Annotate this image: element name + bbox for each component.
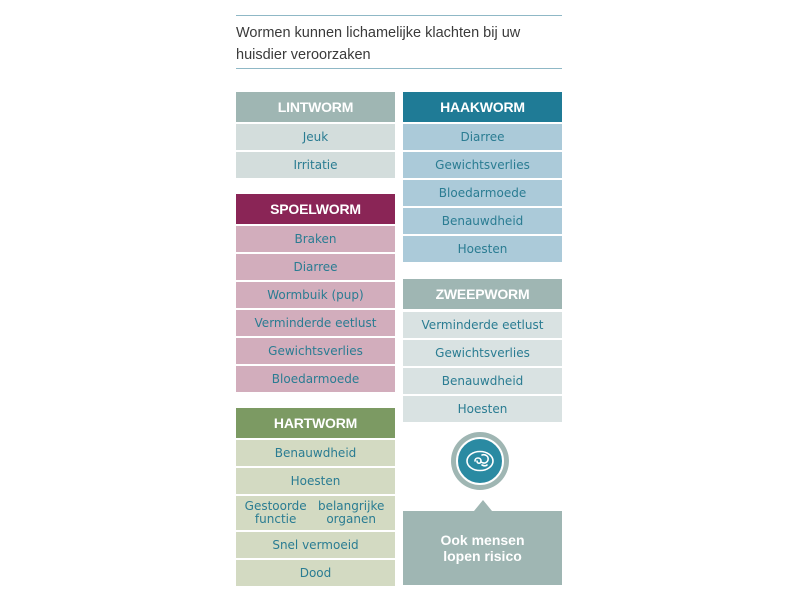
top-rule [236,15,562,16]
lintworm-group [236,92,395,180]
haakworm-item: Diarree [403,124,562,150]
hartworm-item: Gestoorde functie belangrijke organen [236,496,395,530]
hartworm-group [236,408,395,588]
haakworm-item: Benauwdheid [403,208,562,234]
haakworm-group [403,92,562,264]
title-rule [236,68,562,69]
lintworm-header: LINTWORM [236,92,395,122]
page-title: Wormen kunnen lichamelijke klachten bij uw huisdier veroorzaken [236,25,521,63]
spoelworm-header: SPOELWORM [236,194,395,224]
spoelworm-group [236,194,395,394]
zweepworm-item: Verminderde eetlust [403,312,562,338]
haakworm-item: Gewichtsverlies [403,152,562,178]
spoelworm-item: Gewichtsverlies [236,338,395,364]
zweepworm-group [403,279,562,424]
hartworm-header: HARTWORM [236,408,395,438]
spoelworm-item: Diarree [236,254,395,280]
callout-notch [474,500,492,511]
zweepworm-header: ZWEEPWORM [403,279,562,309]
spoelworm-item: Braken [236,226,395,252]
haakworm-item: Hoesten [403,236,562,262]
hartworm-item: Dood [236,560,395,586]
hartworm-item: Snel vermoeid [236,532,395,558]
parasite-embryo-icon [463,444,497,478]
hartworm-item: Benauwdheid [236,440,395,466]
parasite-badge [451,432,509,490]
zweepworm-item: Benauwdheid [403,368,562,394]
spoelworm-item: Wormbuik (pup) [236,282,395,308]
haakworm-item: Bloedarmoede [403,180,562,206]
lintworm-item: Irritatie [236,152,395,178]
zweepworm-item: Gewichtsverlies [403,340,562,366]
spoelworm-item: Bloedarmoede [236,366,395,392]
lintworm-item: Jeuk [236,124,395,150]
haakworm-header: HAAKWORM [403,92,562,122]
human-risk-callout: Ook mensen lopen risico [403,511,562,585]
hartworm-item: Hoesten [236,468,395,494]
zweepworm-item: Hoesten [403,396,562,422]
spoelworm-item: Verminderde eetlust [236,310,395,336]
